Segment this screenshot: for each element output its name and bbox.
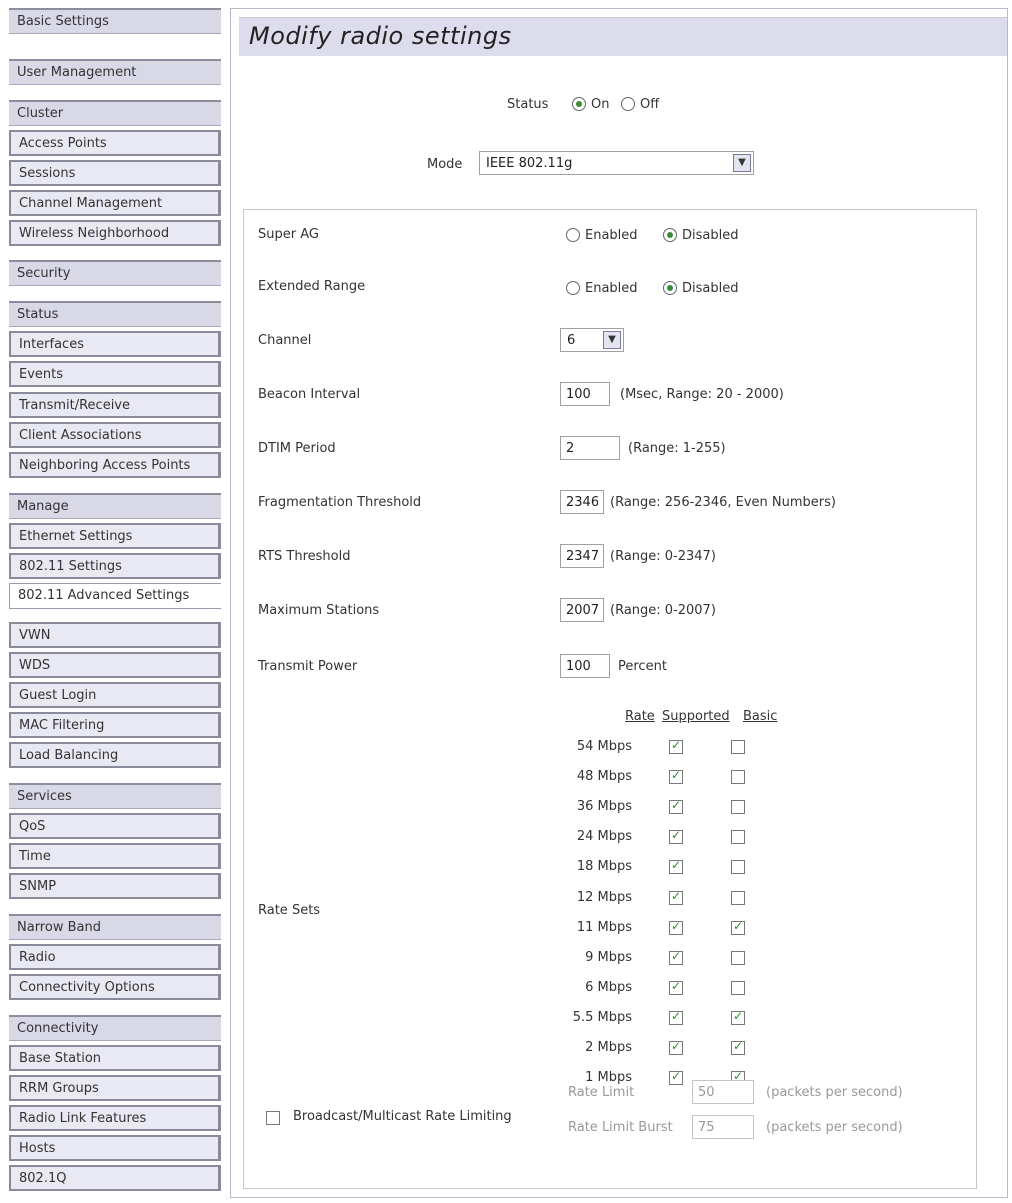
sidebar-item-sessions[interactable]: Sessions — [9, 160, 221, 186]
sidebar-item-802-11-settings[interactable]: 802.11 Settings — [9, 553, 221, 579]
sidebar-item-status[interactable]: Status — [9, 301, 221, 327]
basic-checkbox[interactable] — [731, 1011, 745, 1025]
rate-label: 24 Mbps — [576, 829, 632, 844]
supported-checkbox[interactable] — [669, 981, 683, 995]
sidebar-item-radio-link-features[interactable]: Radio Link Features — [9, 1105, 221, 1131]
sidebar-nav — [9, 8, 221, 1198]
supported-checkbox[interactable] — [669, 830, 683, 844]
super-ag-label: Super AG — [258, 227, 319, 242]
sidebar-item-transmit-receive[interactable]: Transmit/Receive — [9, 392, 221, 418]
rate-limit-burst-unit: (packets per second) — [766, 1120, 903, 1135]
sidebar-item-qos[interactable]: QoS — [9, 813, 221, 839]
basic-checkbox[interactable] — [731, 921, 745, 935]
rate-label: 48 Mbps — [576, 769, 632, 784]
rate-label: 12 Mbps — [576, 890, 632, 905]
rate-label: 54 Mbps — [576, 739, 632, 754]
dtim-period-label: DTIM Period — [258, 441, 336, 456]
rts-threshold-label: RTS Threshold — [258, 549, 351, 564]
sidebar-item-snmp[interactable]: SNMP — [9, 873, 221, 899]
rate-label: 36 Mbps — [576, 799, 632, 814]
settings-panel — [243, 209, 977, 1189]
super-ag-enabled-label: Enabled — [585, 228, 638, 243]
basic-checkbox[interactable] — [731, 951, 745, 965]
channel-select[interactable] — [560, 328, 624, 352]
extended-range-disabled-radio[interactable] — [663, 281, 677, 295]
basic-checkbox[interactable] — [731, 981, 745, 995]
rts-threshold-input[interactable] — [560, 544, 604, 568]
basic-column-header: Basic — [743, 709, 778, 724]
status-off-radio[interactable] — [621, 97, 635, 111]
basic-checkbox[interactable] — [731, 740, 745, 754]
sidebar-item-interfaces[interactable]: Interfaces — [9, 331, 221, 357]
channel-value: 6 — [567, 333, 576, 348]
basic-checkbox[interactable] — [731, 1041, 745, 1055]
rate-label: 9 Mbps — [585, 950, 632, 965]
basic-checkbox[interactable] — [731, 770, 745, 784]
sidebar-item-services[interactable]: Services — [9, 783, 221, 809]
beacon-interval-input[interactable] — [560, 382, 610, 406]
sidebar-item-vwn[interactable]: VWN — [9, 622, 221, 648]
sidebar-item-connectivity[interactable]: Connectivity — [9, 1015, 221, 1041]
rate-label: 5.5 Mbps — [572, 1010, 632, 1025]
sidebar-item-wds[interactable]: WDS — [9, 652, 221, 678]
rate-limit-burst-label: Rate Limit Burst — [568, 1120, 673, 1135]
extended-range-disabled-label: Disabled — [682, 281, 739, 296]
rate-limit-input[interactable] — [692, 1080, 754, 1104]
fragmentation-threshold-input[interactable] — [560, 490, 604, 514]
beacon-interval-label: Beacon Interval — [258, 387, 361, 402]
sidebar-item-wireless-neighborhood[interactable]: Wireless Neighborhood — [9, 220, 221, 246]
supported-checkbox[interactable] — [669, 860, 683, 874]
beacon-interval-hint: (Msec, Range: 20 - 2000) — [620, 387, 784, 402]
basic-checkbox[interactable] — [731, 891, 745, 905]
broadcast-multicast-label: Broadcast/Multicast Rate Limiting — [293, 1109, 512, 1124]
supported-checkbox[interactable] — [669, 1011, 683, 1025]
extended-range-enabled-radio[interactable] — [566, 281, 580, 295]
maximum-stations-input[interactable] — [560, 598, 604, 622]
sidebar-item-events[interactable]: Events — [9, 361, 221, 387]
sidebar-item-connectivity-options[interactable]: Connectivity Options — [9, 974, 221, 1000]
mode-select[interactable] — [479, 151, 754, 175]
page-title: Modify radio settings — [249, 22, 512, 50]
supported-checkbox[interactable] — [669, 1071, 683, 1085]
sidebar-item-rrm-groups[interactable]: RRM Groups — [9, 1075, 221, 1101]
status-label: Status — [507, 97, 549, 112]
sidebar-item-802-11-advanced-settings[interactable]: 802.11 Advanced Settings — [9, 583, 221, 609]
rate-label: 1 Mbps — [585, 1070, 632, 1085]
basic-checkbox[interactable] — [731, 860, 745, 874]
channel-label: Channel — [258, 333, 312, 348]
maximum-stations-hint: (Range: 0-2007) — [610, 603, 716, 618]
sidebar-item-basic-settings[interactable]: Basic Settings — [9, 8, 221, 34]
broadcast-multicast-checkbox[interactable] — [266, 1111, 280, 1125]
chevron-down-icon: ▼ — [603, 331, 621, 349]
extended-range-label: Extended Range — [258, 279, 366, 294]
basic-checkbox[interactable] — [731, 830, 745, 844]
sidebar-item-load-balancing[interactable]: Load Balancing — [9, 742, 221, 768]
mode-value: IEEE 802.11g — [486, 156, 573, 171]
status-off-label: Off — [640, 97, 660, 112]
rate-column-header: Rate — [625, 709, 655, 724]
super-ag-disabled-radio[interactable] — [663, 228, 677, 242]
fragmentation-threshold-label: Fragmentation Threshold — [258, 495, 422, 510]
rate-sets-label: Rate Sets — [258, 903, 321, 918]
status-on-label: On — [591, 97, 610, 112]
rate-limit-label: Rate Limit — [568, 1085, 635, 1100]
extended-range-enabled-label: Enabled — [585, 281, 638, 296]
supported-checkbox[interactable] — [669, 800, 683, 814]
sidebar-item-mac-filtering[interactable]: MAC Filtering — [9, 712, 221, 738]
supported-checkbox[interactable] — [669, 740, 683, 754]
supported-checkbox[interactable] — [669, 770, 683, 784]
supported-checkbox[interactable] — [669, 951, 683, 965]
sidebar-item-narrow-band[interactable]: Narrow Band — [9, 914, 221, 940]
chevron-down-icon: ▼ — [733, 154, 751, 172]
rate-label: 18 Mbps — [576, 859, 632, 874]
sidebar-item-access-points[interactable]: Access Points — [9, 130, 221, 156]
basic-checkbox[interactable] — [731, 800, 745, 814]
sidebar-item-base-station[interactable]: Base Station — [9, 1045, 221, 1071]
transmit-power-label: Transmit Power — [258, 659, 358, 674]
dtim-period-input[interactable] — [560, 436, 620, 460]
sidebar-item-security[interactable]: Security — [9, 260, 221, 286]
rate-limit-burst-input[interactable] — [692, 1115, 754, 1139]
sidebar-item-ethernet-settings[interactable]: Ethernet Settings — [9, 523, 221, 549]
rts-threshold-hint: (Range: 0-2347) — [610, 549, 716, 564]
sidebar-item-user-management[interactable]: User Management — [9, 59, 221, 85]
rate-label: 11 Mbps — [576, 920, 632, 935]
sidebar-item-hosts[interactable]: Hosts — [9, 1135, 221, 1161]
title-bar — [239, 17, 1007, 56]
transmit-power-unit: Percent — [618, 659, 667, 674]
maximum-stations-label: Maximum Stations — [258, 603, 380, 618]
super-ag-disabled-label: Disabled — [682, 228, 739, 243]
sidebar-item-manage[interactable]: Manage — [9, 493, 221, 519]
status-on-radio[interactable] — [572, 97, 586, 111]
supported-checkbox[interactable] — [669, 921, 683, 935]
sidebar-item-time[interactable]: Time — [9, 843, 221, 869]
transmit-power-input[interactable] — [560, 654, 610, 678]
sidebar-item-radio[interactable]: Radio — [9, 944, 221, 970]
super-ag-enabled-radio[interactable] — [566, 228, 580, 242]
supported-checkbox[interactable] — [669, 1041, 683, 1055]
sidebar-item-channel-management[interactable]: Channel Management — [9, 190, 221, 216]
dtim-period-hint: (Range: 1-255) — [628, 441, 726, 456]
sidebar-item-neighboring-access-points[interactable]: Neighboring Access Points — [9, 452, 221, 478]
sidebar-item-client-associations[interactable]: Client Associations — [9, 422, 221, 448]
main-panel — [230, 8, 1008, 1198]
supported-column-header: Supported — [662, 709, 730, 724]
rate-label: 2 Mbps — [585, 1040, 632, 1055]
rate-limit-unit: (packets per second) — [766, 1085, 903, 1100]
mode-label: Mode — [427, 157, 463, 172]
sidebar-item-802-1q[interactable]: 802.1Q — [9, 1165, 221, 1191]
sidebar-item-guest-login[interactable]: Guest Login — [9, 682, 221, 708]
rate-label: 6 Mbps — [585, 980, 632, 995]
sidebar-item-cluster[interactable]: Cluster — [9, 100, 221, 126]
fragmentation-threshold-hint: (Range: 256-2346, Even Numbers) — [610, 495, 836, 510]
supported-checkbox[interactable] — [669, 891, 683, 905]
